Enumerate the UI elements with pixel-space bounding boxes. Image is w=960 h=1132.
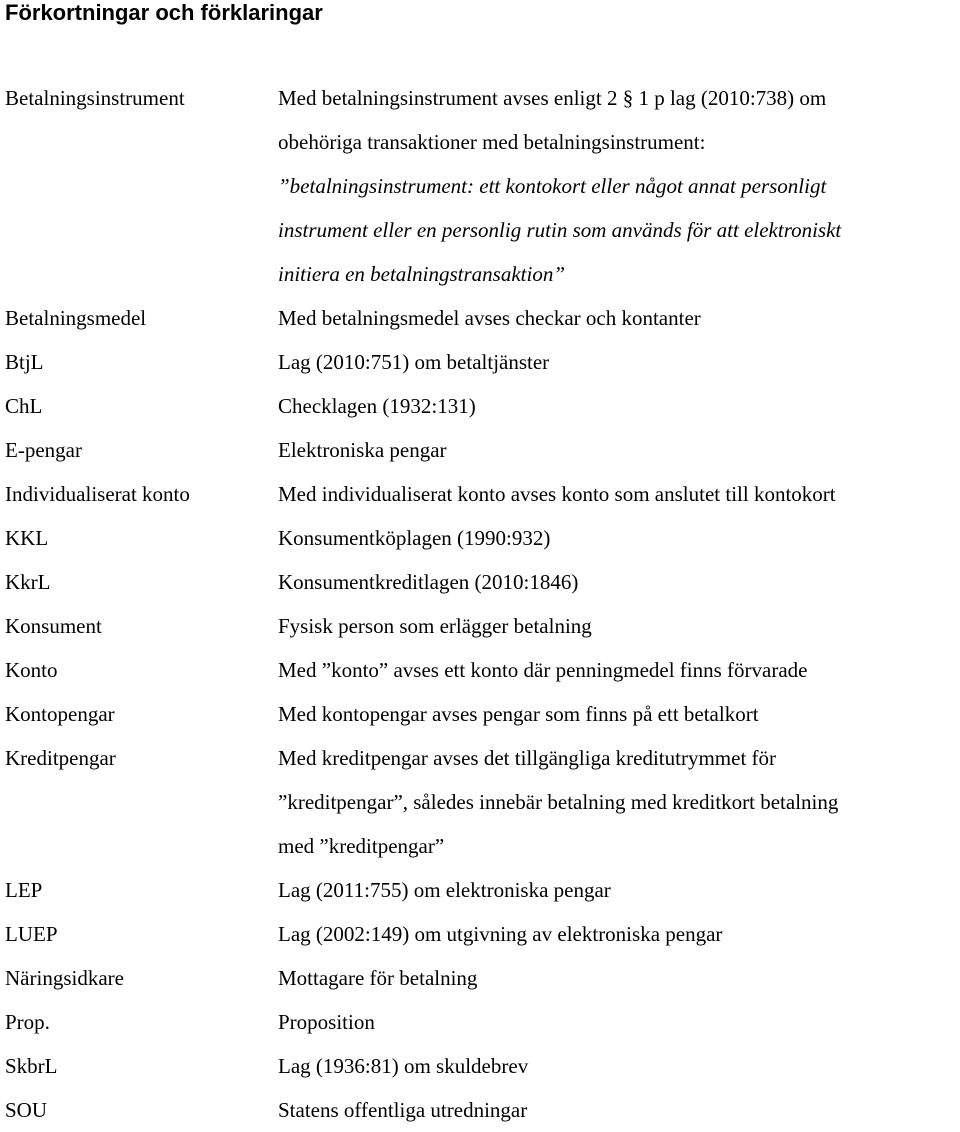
definition-line: Med kontopengar avses pengar som finns på ett betalkort [278,702,759,726]
glossary-term: Betalningsmedel [5,306,147,330]
definition-line: Elektroniska pengar [278,438,447,462]
definition-line: Lag (1936:81) om skuldebrev [278,1054,529,1078]
definition-line: Konsumentkreditlagen (2010:1846) [278,570,579,594]
glossary-term: ChL [5,394,43,418]
glossary-term: Betalningsinstrument [5,86,185,110]
definition-line: med ”kreditpengar” [278,834,445,858]
glossary-term: Konsument [5,614,102,638]
glossary-definition [278,428,960,472]
glossary-definition [278,76,960,296]
glossary-entry [0,472,960,516]
glossary-definition [278,692,960,736]
glossary-entry [0,1088,960,1132]
definition-line: Med ”konto” avses ett konto där penningmedel finns förvarade [278,658,808,682]
glossary-definition [278,516,960,560]
definition-line: instrument eller en personlig rutin som används för att elektroniskt [278,218,842,242]
glossary-term: BtjL [5,350,44,374]
glossary-term: SOU [5,1098,48,1122]
glossary-entry [0,384,960,428]
glossary-definition [278,1088,960,1132]
glossary-entry [0,648,960,692]
glossary-term: E-pengar [5,438,82,462]
glossary-definition [278,340,960,384]
definition-line: Lag (2010:751) om betaltjänster [278,350,550,374]
glossary-definition [278,604,960,648]
definition-line: Checklagen (1932:131) [278,394,476,418]
definition-line: Proposition [278,1010,375,1034]
glossary-definition [278,736,960,868]
glossary-entry [0,736,960,868]
glossary-term: SkbrL [5,1054,58,1078]
definition-line: Med betalningsmedel avses checkar och kontanter [278,306,701,330]
glossary-term: Kontopengar [5,702,115,726]
glossary-term: Individualiserat konto [5,482,190,506]
definition-line: Med kreditpengar avses det tillgängliga kreditutrymmet för [278,746,777,770]
glossary-entry [0,1044,960,1088]
glossary-term: LUEP [5,922,58,946]
glossary-term: Konto [5,658,58,682]
definition-line: Fysisk person som erlägger betalning [278,614,592,638]
glossary-term: KKL [5,526,49,550]
page-heading: Förkortningar och förklaringar [5,0,323,25]
glossary-entry [0,868,960,912]
glossary-entry [0,692,960,736]
definition-line: Konsumentköplagen (1990:932) [278,526,551,550]
glossary-entry [0,604,960,648]
glossary-entry [0,516,960,560]
glossary-definition [278,868,960,912]
glossary-entry [0,956,960,1000]
glossary-term: Prop. [5,1010,50,1034]
definition-line: ”kreditpengar”, således innebär betalning med kreditkort betalning [278,790,839,814]
glossary-definition [278,472,960,516]
glossary-definition [278,912,960,956]
definition-line: obehöriga transaktioner med betalningsinstrument: [278,130,706,154]
glossary-entry [0,1000,960,1044]
definition-line: initiera en betalningstransaktion” [278,262,565,286]
glossary-term: Kreditpengar [5,746,116,770]
definition-line: Statens offentliga utredningar [278,1098,528,1122]
glossary-definition [278,384,960,428]
definition-line: Lag (2011:755) om elektroniska pengar [278,878,611,902]
definition-line: Med individualiserat konto avses konto som anslutet till kontokort [278,482,836,506]
definition-line: Med betalningsinstrument avses enligt 2 § 1 p lag (2010:738) om [278,86,827,110]
glossary-entry [0,296,960,340]
glossary-definition [278,1044,960,1088]
glossary-entry [0,340,960,384]
definition-line: Lag (2002:149) om utgivning av elektroniska pengar [278,922,723,946]
glossary-term: Näringsidkare [5,966,124,990]
glossary-definition [278,648,960,692]
glossary-entry [0,560,960,604]
glossary-entry [0,912,960,956]
abbreviation-list [0,76,960,1132]
definition-line: ”betalningsinstrument: ett kontokort eller något annat personligt [278,174,827,198]
glossary-term: LEP [5,878,43,902]
glossary-definition [278,1000,960,1044]
glossary-definition [278,296,960,340]
glossary-definition [278,560,960,604]
definition-line: Mottagare för betalning [278,966,478,990]
glossary-term: KkrL [5,570,51,594]
glossary-definition [278,956,960,1000]
glossary-entry [0,76,960,296]
glossary-entry [0,428,960,472]
